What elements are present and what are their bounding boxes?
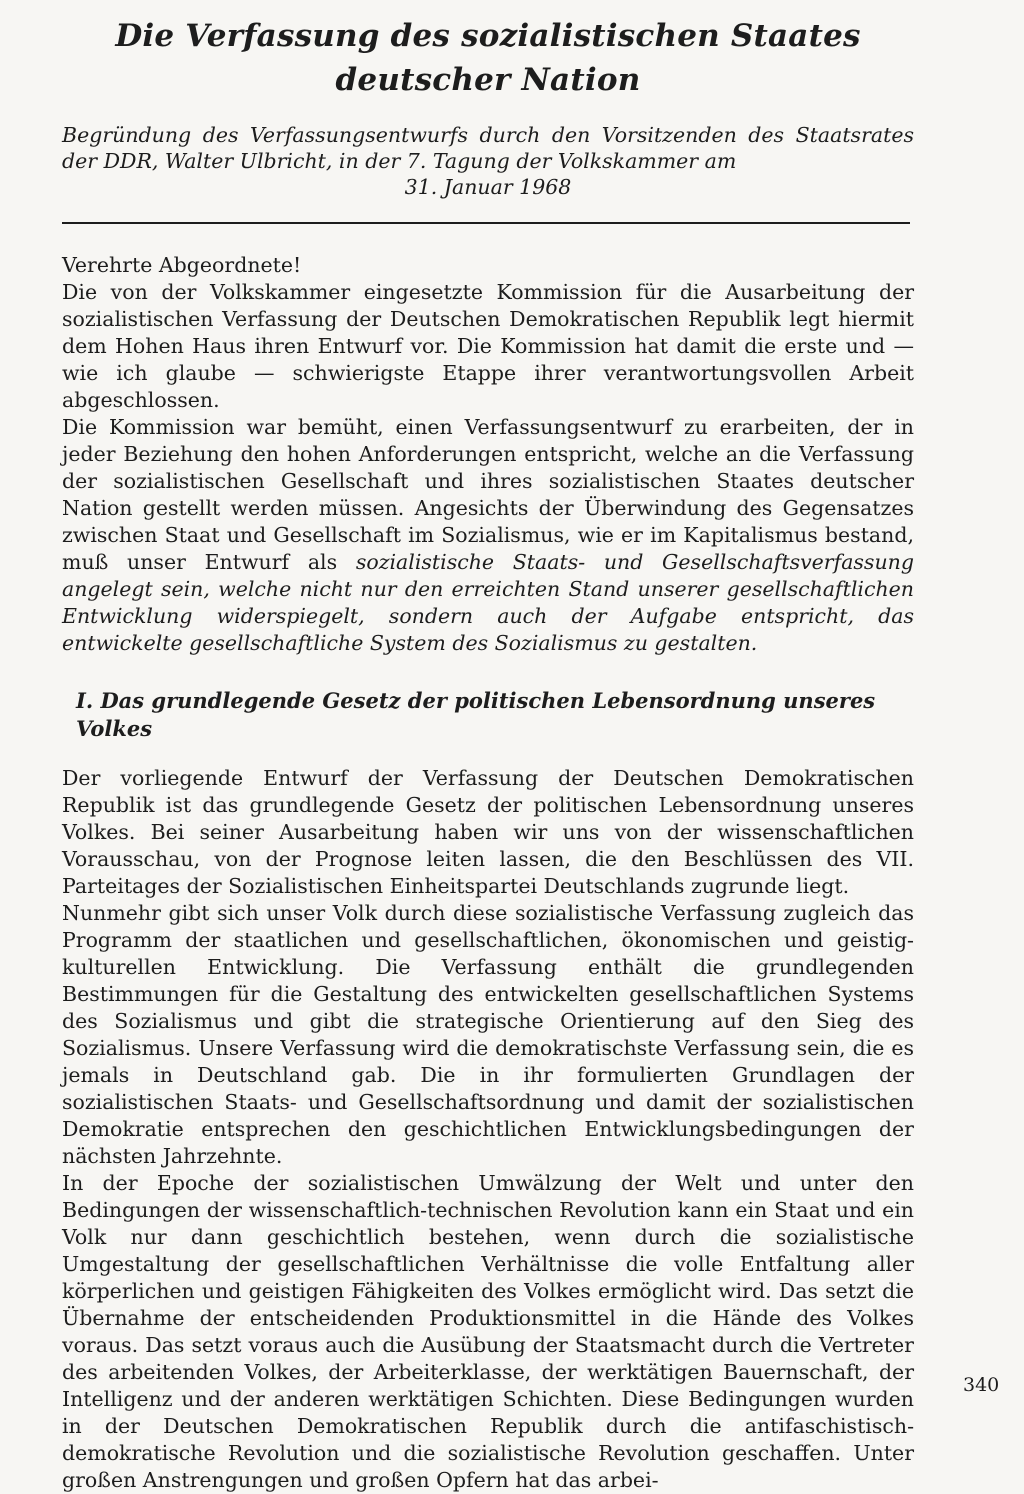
page-number: 340 xyxy=(963,1374,1000,1396)
title-divider xyxy=(62,222,910,224)
document-title: Die Verfassung des sozialistischen Staates deutscher Nation xyxy=(115,18,861,98)
subtitle-text: Begründung des Verfassungsentwurfs durch den Vorsitzenden des Staatsrates der DDR, Walter Ulbricht, in der 7. Tagung der Volkskammer am xyxy=(62,123,914,173)
paragraph-1: Die von der Volkskammer eingesetzte Kommission für die Ausarbeitung der sozialistischen Verfassung der Deutschen Demokratischen Republik legt hiermit dem Hohen Haus ihren Entwurf vor. Die Kommission hat damit die erste und — wie ich glaube — schwierigste Etappe ihrer verantwortungsvollen Arbeit abgeschlossen. xyxy=(62,280,914,412)
paragraph-4: Nunmehr gibt sich unser Volk durch diese sozialistische Verfassung zugleich das Programm der staatlichen und gesellschaftlichen, ökonomischen und geistig-kulturellen Entwicklung. Die Verfassung enthält die grundlegenden Bestimmungen für die Gestaltung des entwickelten gesellschaftlichen Systems des Sozialismus und gibt die strategische Orientierung auf den Sieg des Sozialismus. Unsere Verfassung wird die demokratischste Verfassung sein, die es jemals in Deutschland gab. Die in ihr formulierten Grundlagen der sozialistischen Staats- und Gesellschaftsordnung und damit der sozialistischen Demokratie entsprechen den geschichtlichen Entwicklungsbedingungen der nächsten Jahrzehnte. xyxy=(62,901,914,1168)
paragraph-2-italic: sozialistische Staats- und Gesellschaftsverfassung angelegt sein, welche nicht nur den erreichten Stand unserer gesellschaftlichen Entwicklung widerspiegelt, sondern auch der Aufgabe entspricht, das entwickelte gesellschaftliche System des Sozialismus zu gestalten. xyxy=(62,550,914,655)
section-heading: I. Das grundlegende Gesetz der politischen Lebensordnung unseres Volkes xyxy=(76,688,876,741)
paragraph-3: Der vorliegende Entwurf der Verfassung der Deutschen Demokratischen Republik ist das grundlegende Gesetz der politischen Lebensordnung unseres Volkes. Bei seiner Ausarbeitung haben wir uns von der wissenschaftlichen Voraussсhau, von der Prognose leiten lassen, die den Beschlüssen des VII. Parteitages der Sozialistischen Einheitspartei Deutschlands zugrunde liegt. xyxy=(62,766,914,898)
paragraph-5: In der Epoche der sozialistischen Umwälzung der Welt und unter den Bedingungen der wissenschaftlich-technischen Revolution kann ein Staat und ein Volk nur dann geschichtlich bestehen, wenn durch die sozialistische Umgestaltung der gesellschaftlichen Verhältnisse die volle Entfaltung aller körperlichen und geistigen Fähigkeiten des Volkes ermöglicht wird. Das setzt die Übernahme der entscheidenden Produktionsmittel in die Hände des Volkes voraus. Das setzt voraus auch die Ausübung der Staatsmacht durch die Vertreter des arbeitenden Volkes, der Arbeiterklasse, der werktätigen Bauernschaft, der Intelligenz und der anderen werktätigen Schichten. Diese Bedingungen wurden in der Deutschen Demokratischen Republik durch die antifaschistisch-demokratische Revolution und die sozialistische Revolution geschaffen. Unter großen Anstrengungen und großen Opfern hat das arbei- xyxy=(62,1171,914,1492)
document-subtitle xyxy=(62,122,914,200)
subtitle-date: 31. Januar 1968 xyxy=(404,175,572,199)
paragraph-2 xyxy=(62,414,914,657)
paragraph-2-plain: Die Kommission war bemüht, einen Verfassungsentwurf zu erarbeiten, der in jeder Beziehung den hohen Anforderungen entspricht, welche an die Verfassung der sozialistischen Gesellschaft und ihres sozialistischen Staates deutscher Nation gestellt werden müssen. Angesichts der Überwindung des Gegensatzes zwischen Staat und Gesellschaft im Sozialismus, wie er im Kapitalismus bestand, muß unser Entwurf als xyxy=(62,415,914,574)
salutation: Verehrte Abgeordnete! xyxy=(62,253,302,277)
document-page xyxy=(62,14,914,1494)
